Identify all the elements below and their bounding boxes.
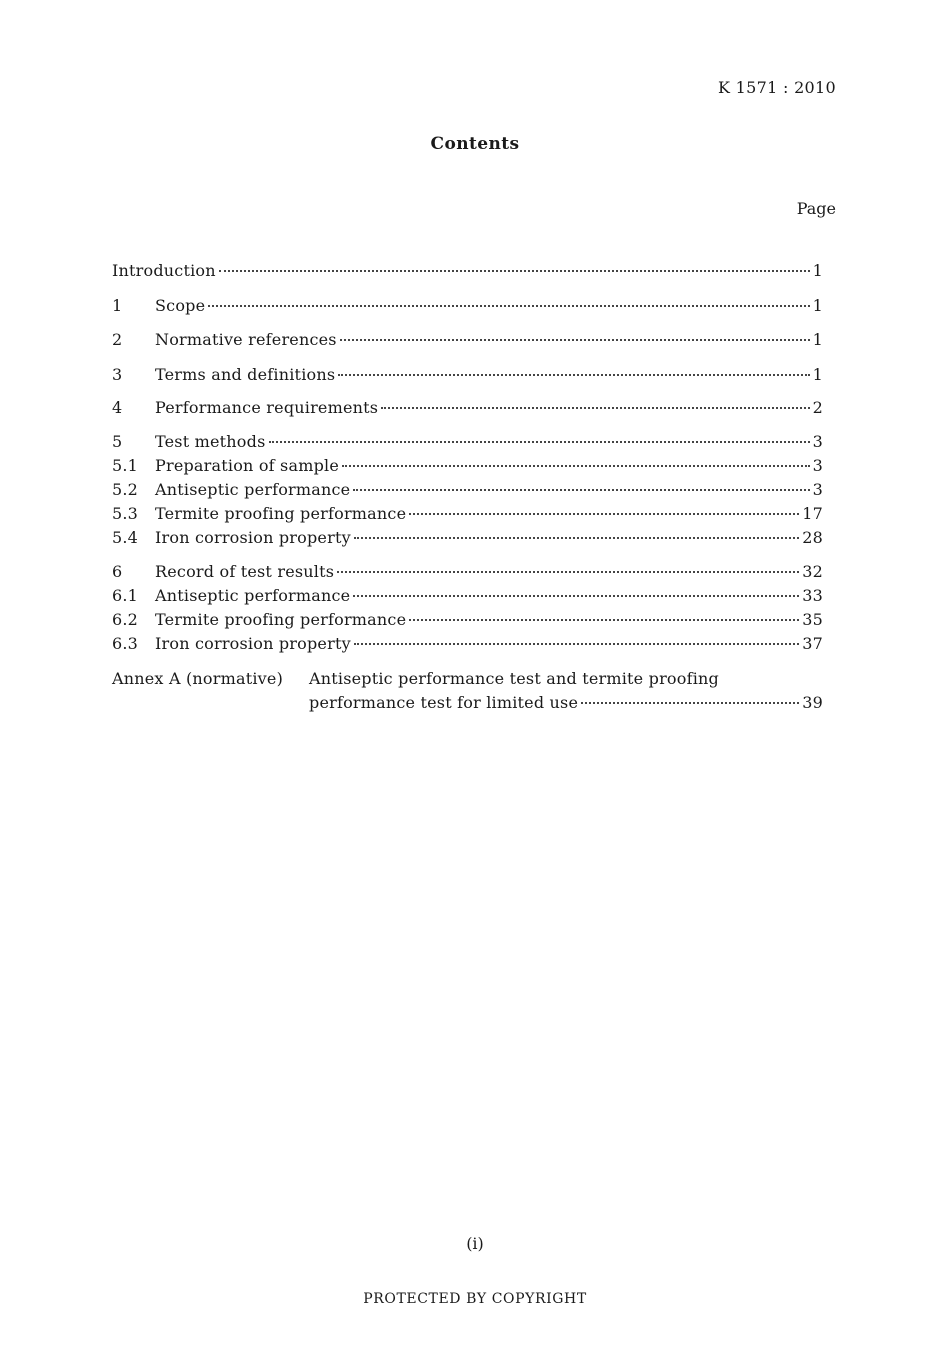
toc-entry-title: Antiseptic performance bbox=[155, 586, 351, 605]
toc-entry-number: 5.1 bbox=[112, 456, 139, 475]
toc-entry[interactable] bbox=[112, 398, 823, 420]
toc-annex-entry-continued[interactable] bbox=[309, 693, 823, 715]
dot-leader bbox=[337, 571, 799, 573]
toc-entry-title: Introduction bbox=[112, 261, 216, 280]
toc-entry-page: 17 bbox=[802, 504, 823, 523]
toc-entry[interactable] bbox=[112, 480, 823, 502]
toc-entry-number: 6 bbox=[112, 562, 123, 581]
toc-entry-title: Iron corrosion property bbox=[155, 634, 351, 653]
toc-entry[interactable] bbox=[112, 432, 823, 454]
toc-entry-title: Performance requirements bbox=[155, 398, 379, 417]
toc-entry-page: 3 bbox=[812, 432, 823, 451]
page-column-label: Page bbox=[796, 199, 836, 218]
toc-entry-page: 35 bbox=[802, 610, 823, 629]
toc-entry[interactable] bbox=[112, 634, 823, 656]
dot-leader bbox=[354, 643, 799, 645]
toc-entry-page: 2 bbox=[812, 398, 823, 417]
toc-entry-number: 6.3 bbox=[112, 634, 139, 653]
dot-leader bbox=[409, 619, 799, 621]
toc-entry-title: Record of test results bbox=[155, 562, 335, 581]
dot-leader bbox=[208, 305, 809, 307]
toc-entry-title: Antiseptic performance bbox=[155, 480, 351, 499]
dot-leader bbox=[409, 513, 799, 515]
toc-entry-number: 2 bbox=[112, 330, 123, 349]
toc-entry-title: Terms and definitions bbox=[155, 365, 336, 384]
toc-entry[interactable] bbox=[112, 504, 823, 526]
copyright-notice: PROTECTED BY COPYRIGHT bbox=[363, 1291, 587, 1307]
toc-entry-number: 1 bbox=[112, 296, 123, 315]
toc-entry-page: 1 bbox=[812, 330, 823, 349]
standard-code: K 1571 : 2010 bbox=[718, 78, 836, 97]
toc-entry-number: 5.4 bbox=[112, 528, 139, 547]
toc-entry[interactable] bbox=[112, 586, 823, 608]
annex-title-line2: performance test for limited use bbox=[309, 693, 579, 712]
dot-leader bbox=[269, 441, 810, 443]
toc-entry-number: 5 bbox=[112, 432, 123, 451]
dot-leader bbox=[338, 374, 809, 376]
toc-entry-page: 28 bbox=[802, 528, 823, 547]
toc-entry-page: 39 bbox=[802, 693, 823, 712]
dot-leader bbox=[340, 339, 810, 341]
toc-entry[interactable] bbox=[112, 456, 823, 478]
toc-entry-title: Scope bbox=[155, 296, 206, 315]
dot-leader bbox=[354, 537, 799, 539]
toc-entry-page: 33 bbox=[802, 586, 823, 605]
toc-entry-number: 5.3 bbox=[112, 504, 139, 523]
toc-entry-title: Iron corrosion property bbox=[155, 528, 351, 547]
dot-leader bbox=[581, 702, 799, 704]
annex-title-line1: Antiseptic performance test and termite proofing bbox=[309, 669, 719, 688]
page-title: Contents bbox=[430, 134, 520, 154]
toc-entry-title: Termite proofing performance bbox=[155, 610, 407, 629]
toc-entry-number: 6.1 bbox=[112, 586, 139, 605]
dot-leader bbox=[353, 595, 799, 597]
toc-entry[interactable] bbox=[112, 296, 823, 318]
toc-entry-title: Preparation of sample bbox=[155, 456, 340, 475]
toc-entry-page: 32 bbox=[802, 562, 823, 581]
toc-entry-page: 3 bbox=[812, 456, 823, 475]
toc-entry-introduction[interactable] bbox=[112, 261, 823, 283]
toc-entry-title: Test methods bbox=[155, 432, 266, 451]
toc-entry-number: 5.2 bbox=[112, 480, 139, 499]
dot-leader bbox=[381, 407, 809, 409]
toc-entry-number: 6.2 bbox=[112, 610, 139, 629]
annex-label: Annex A (normative) bbox=[112, 669, 284, 688]
toc-entry-number: 3 bbox=[112, 365, 123, 384]
toc-entry-page: 1 bbox=[812, 296, 823, 315]
toc-entry[interactable] bbox=[112, 610, 823, 632]
toc-entry-page: 3 bbox=[812, 480, 823, 499]
toc-entry-page: 37 bbox=[802, 634, 823, 653]
dot-leader bbox=[342, 465, 810, 467]
toc-entry[interactable] bbox=[112, 330, 823, 352]
toc-entry[interactable] bbox=[112, 365, 823, 387]
toc-entry-number: 4 bbox=[112, 398, 123, 417]
page-number: (i) bbox=[466, 1234, 484, 1253]
toc-entry-title: Termite proofing performance bbox=[155, 504, 407, 523]
toc-entry-title: Normative references bbox=[155, 330, 337, 349]
toc-entry[interactable] bbox=[112, 562, 823, 584]
dot-leader bbox=[353, 489, 809, 491]
toc-entry-page: 1 bbox=[812, 261, 823, 280]
toc-entry[interactable] bbox=[112, 528, 823, 550]
toc-entry-page: 1 bbox=[812, 365, 823, 384]
dot-leader bbox=[219, 270, 810, 272]
